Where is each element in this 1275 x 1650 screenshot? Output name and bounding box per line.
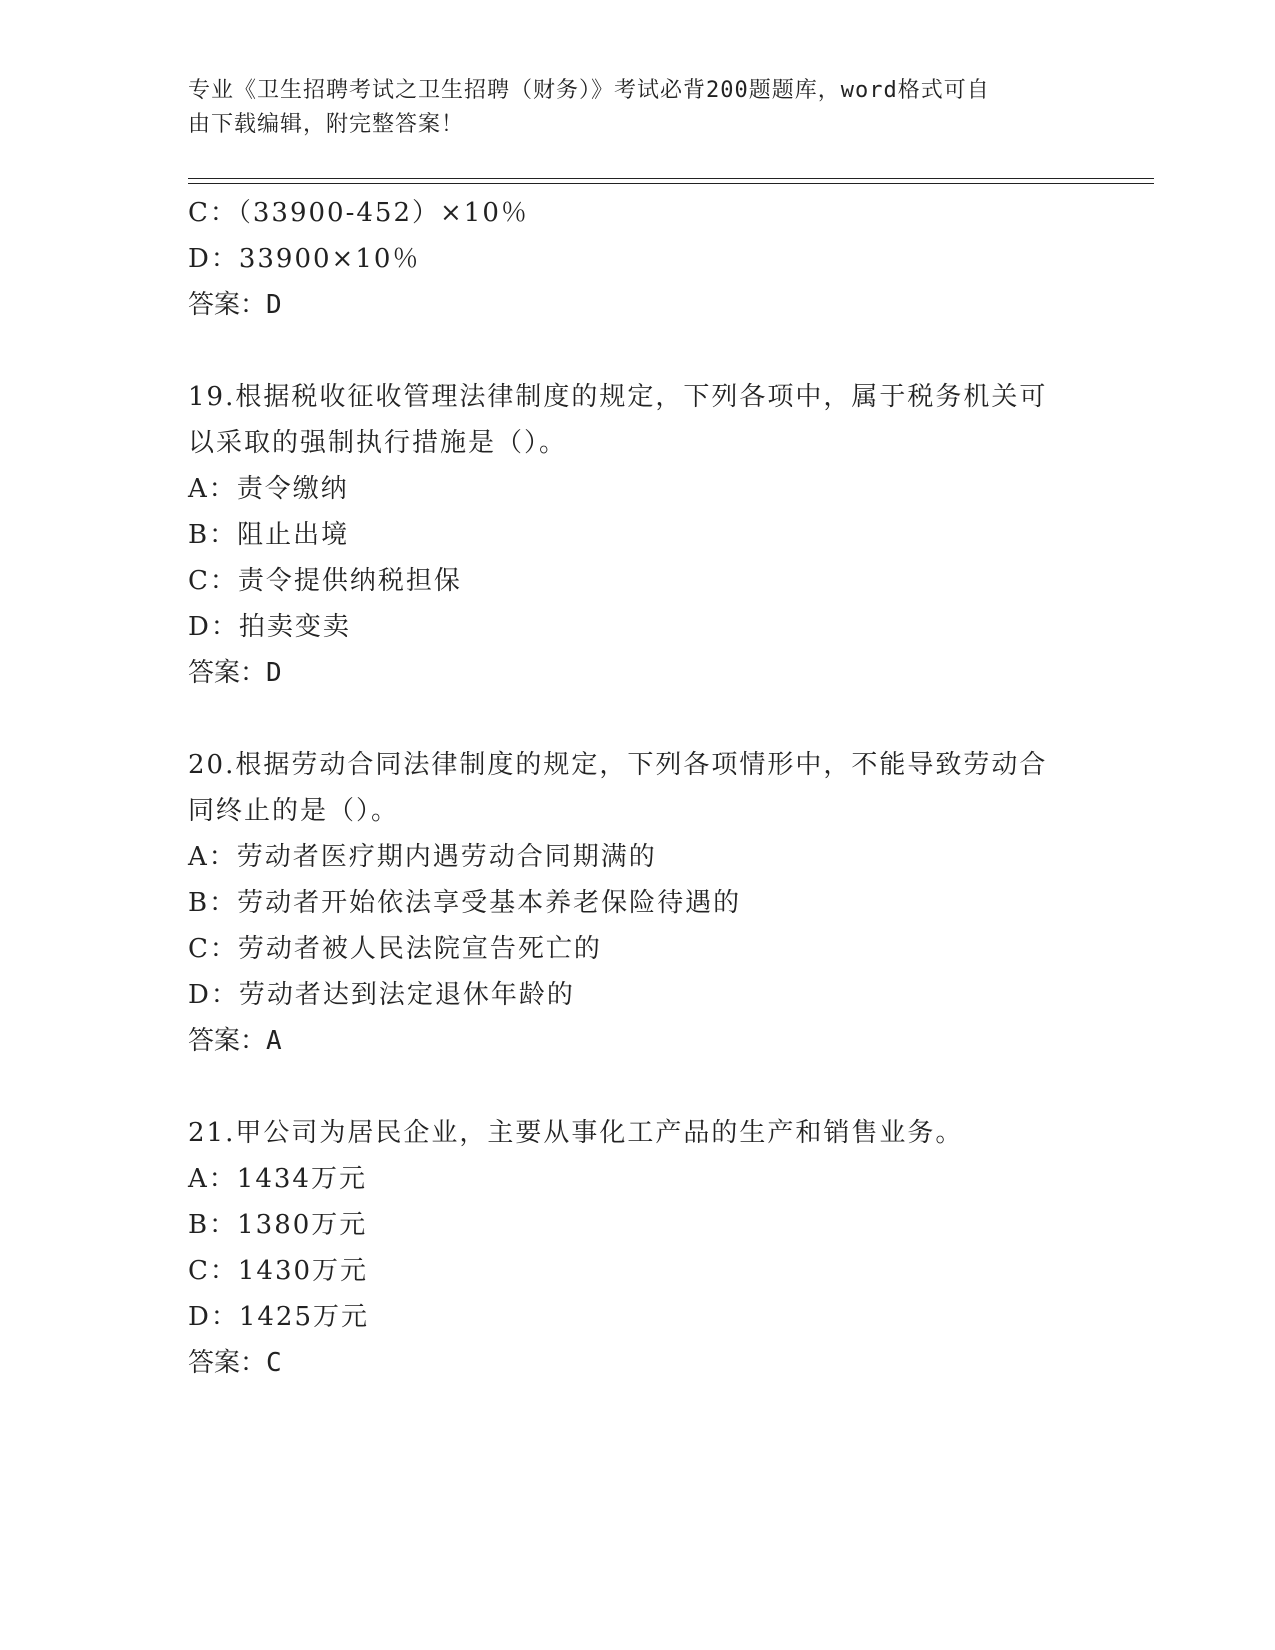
spacer <box>188 328 1088 374</box>
option-c: C：劳动者被人民法院宣告死亡的 <box>188 934 602 964</box>
answer: 答案：C <box>188 1348 282 1378</box>
option-b: B：1380万元 <box>188 1210 368 1240</box>
header-divider-bottom <box>188 183 1154 184</box>
header-line-1: 专业《卫生招聘考试之卫生招聘（财务）》考试必背200题题库，word格式可自 <box>188 78 990 103</box>
answer: 答案：D <box>188 658 282 688</box>
question-19 <box>188 374 1088 696</box>
question-20 <box>188 742 1088 1064</box>
spacer <box>188 696 1088 742</box>
option-d: D：33900×10％ <box>188 244 421 274</box>
option-c: C：1430万元 <box>188 1256 369 1286</box>
option-c: C：（33900-452）×10％ <box>188 198 529 228</box>
header-line-2: 由下载编辑，附完整答案！ <box>188 112 465 137</box>
question-stem: 以采取的强制执行措施是（）。 <box>188 428 568 458</box>
question-stem: 20.根据劳动合同法律制度的规定，下列各项情形中，不能导致劳动合 <box>188 750 1048 780</box>
answer: 答案：A <box>188 1026 282 1056</box>
header-divider-top <box>188 178 1154 179</box>
option-d: D：劳动者达到法定退休年龄的 <box>188 980 575 1010</box>
option-d: D：拍卖变卖 <box>188 612 351 642</box>
option-b: B：劳动者开始依法享受基本养老保险待遇的 <box>188 888 742 918</box>
spacer <box>188 1064 1088 1110</box>
question-stem: 21.甲公司为居民企业，主要从事化工产品的生产和销售业务。 <box>188 1118 964 1148</box>
answer: 答案：D <box>188 290 282 320</box>
option-a: A：责令缴纳 <box>188 474 349 504</box>
option-a: A：1434万元 <box>188 1164 367 1194</box>
option-c: C：责令提供纳税担保 <box>188 566 462 596</box>
document-header <box>188 74 1068 142</box>
question-21 <box>188 1110 1088 1386</box>
previous-question <box>188 190 1088 328</box>
option-a: A：劳动者医疗期内遇劳动合同期满的 <box>188 842 657 872</box>
question-stem: 19.根据税收征收管理法律制度的规定，下列各项中，属于税务机关可 <box>188 382 1048 412</box>
option-d: D：1425万元 <box>188 1302 370 1332</box>
option-b: B：阻止出境 <box>188 520 350 550</box>
document-body <box>188 190 1088 1386</box>
question-stem: 同终止的是（）。 <box>188 796 400 826</box>
